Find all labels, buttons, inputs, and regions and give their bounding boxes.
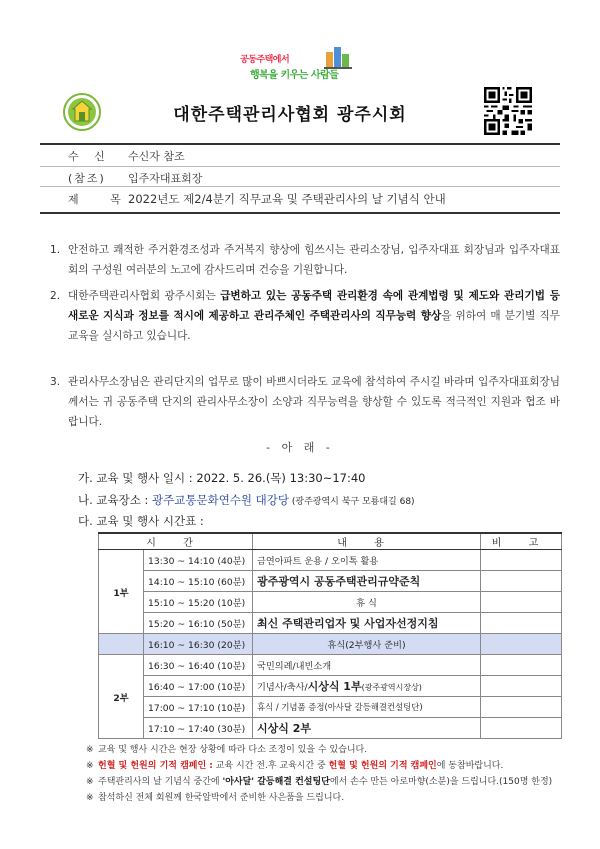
association-logo-icon <box>62 92 102 132</box>
paragraph-2-text-c: 을 위하여 매 분기별 직무교육을 실시하고 있습니다. <box>68 310 560 342</box>
row-time: 15:20 ~ 16:10 (50분) <box>144 613 253 634</box>
section-separator: - 아 래 - <box>266 441 334 454</box>
note-3-a: 주택관리사의 날 기념식 중간에 <box>98 777 223 787</box>
note-2-mid: 교육 시간 전.후 교육시간 중 <box>212 761 329 771</box>
row-note <box>481 634 562 655</box>
row-time: 17:00 ~ 17:10 (10분) <box>144 697 253 718</box>
notes-section <box>86 744 566 808</box>
part-2-label: 2부 <box>99 655 144 739</box>
paragraph-2 <box>50 286 560 346</box>
table-header-row <box>99 533 562 550</box>
row-content: 금연아파트 운용 / 오이톡 활용 <box>253 550 481 571</box>
item-c: 다. 교육 및 행사 시간표 : <box>78 514 204 528</box>
divider-2 <box>40 186 560 187</box>
item-b-place: 광주교통문화연수원 대강당 <box>152 493 290 507</box>
slogan-emblem <box>240 44 365 82</box>
row-note <box>481 613 562 634</box>
slogan-line2: 행복을 키우는 사람들 <box>250 70 339 81</box>
slogan-line1: 공동주택에서 <box>240 55 290 65</box>
row-content: 국민의례/내빈소개 <box>253 655 481 676</box>
recipient-row <box>40 148 560 166</box>
table-row <box>99 655 562 676</box>
row-note <box>481 676 562 697</box>
table-row-highlight <box>99 634 562 655</box>
table-row <box>99 550 562 571</box>
note-1-text: 교육 및 행사 시간은 현장 상황에 따라 다소 조정이 있을 수 있습니다. <box>98 745 368 755</box>
row-note <box>481 655 562 676</box>
row-note <box>481 718 562 739</box>
subject-label: 제 목 <box>68 193 135 206</box>
paragraph-1-number: 1. <box>50 244 61 256</box>
table-row <box>99 676 562 697</box>
row-time: 15:10 ~ 15:20 (10분) <box>144 592 253 613</box>
table-row <box>99 697 562 718</box>
table-row <box>99 718 562 739</box>
table-row <box>99 613 562 634</box>
reference-label: (참조) <box>68 172 106 185</box>
paragraph-3-text: 관리사무소장님은 관리단지의 업무로 많이 바쁘시더라도 교육에 참석하여 주시길 바라며 입주자대표회장님께서는 귀 공동주택 단지의 관리사무소장이 소양과 직무능력을 향상할 수 있도록 적극적인 지원과 협조 바랍니다. <box>68 376 560 428</box>
note-2-end: 에 동참바랍니다. <box>436 761 504 771</box>
row-content: 시상식 2부 <box>253 718 481 739</box>
item-b-address: (광주광역시 북구 모룡대길 68) <box>289 497 415 507</box>
row-content: 휴 식 <box>253 592 481 613</box>
row-time: 17:10 ~ 17:40 (30분) <box>144 718 253 739</box>
row-content: 휴식(2부행사 준비) <box>253 634 481 655</box>
paragraph-2-text-a: 대한주택관리사협회 광주시회는 <box>68 290 221 302</box>
item-b <box>78 492 415 508</box>
row-content <box>253 676 481 697</box>
note-mark: ※ <box>86 793 94 803</box>
row-time: 16:30 ~ 16:40 (10분) <box>144 655 253 676</box>
divider-1 <box>40 166 560 167</box>
item-b-label: 나. 교육장소 : <box>78 493 153 507</box>
row-content-a: 기념사/축사/ <box>257 682 308 693</box>
note-2-red2: 헌혈 및 헌원의 기적 캠페인 <box>328 761 437 771</box>
recipient-value: 수신자 참조 <box>128 150 185 163</box>
note-mark: ※ <box>86 777 94 787</box>
header-divider-top <box>40 143 560 145</box>
recipient-label: 수 신 <box>68 150 111 163</box>
reference-value: 입주자대표회장 <box>128 172 203 185</box>
paragraph-2-text-bold: 급변하고 있는 공동주택 관리환경 속에 관계법령 및 제도와 관리기법 등 새로운 지식과 정보를 적시에 제공하고 관리주체인 주택관리사의 직무능력 향상 <box>68 290 560 322</box>
table-row <box>99 592 562 613</box>
paragraph-1 <box>50 240 560 280</box>
header-time: 시 간 <box>99 533 253 550</box>
row-note <box>481 697 562 718</box>
note-mark: ※ <box>86 745 94 755</box>
subject-value: 2022년도 제2/4분기 직무교육 및 주택관리사의 날 기념식 안내 <box>128 192 446 206</box>
paragraph-1-text: 안전하고 쾌적한 주거환경조성과 주거복지 향상에 힘쓰시는 관리소장님, 입주자대표 회장님과 입주자대표회의 구성원 여러분의 노고에 감사드리며 건승을 기원합니다. <box>68 244 560 276</box>
subject-row <box>40 191 560 209</box>
row-content: 휴식 / 기념품 증정(아사달 갈등해결컨설팅단) <box>253 697 481 718</box>
part-1-label: 1부 <box>99 550 144 634</box>
header-note: 비 고 <box>481 533 562 550</box>
note-4 <box>86 792 566 805</box>
paragraph-3-number: 3. <box>50 376 61 388</box>
item-a: 가. 교육 및 행사 일시 : 2022. 5. 26.(목) 13:30~17:40 <box>78 471 366 485</box>
note-1 <box>86 744 566 757</box>
row-content-c: (광주광역시장상) <box>361 683 422 692</box>
note-2 <box>86 760 566 773</box>
row-note <box>481 592 562 613</box>
note-4-text: 참석하신 전체 회원께 한국알박에서 준비한 사은품을 드립니다. <box>98 793 345 803</box>
note-3-c: 에서 손수 만든 아로마향(소분)을 드립니다.(150명 한정) <box>329 777 553 787</box>
organization-name: 대한주택관리사협회 광주시회 <box>173 105 407 125</box>
schedule-table <box>98 532 562 739</box>
note-3-b: '아사달' 갈등해결 컨설팅단 <box>222 777 330 787</box>
paragraph-2-number: 2. <box>50 290 61 302</box>
note-2-red: 헌혈 및 헌원의 기적 캠페인 : <box>98 761 213 771</box>
row-content-b: 시상식 1부 <box>307 680 362 693</box>
row-time: 16:10 ~ 16:30 (20분) <box>144 634 253 655</box>
row-content: 최신 주택관리업자 및 사업자선정지침 <box>253 613 481 634</box>
row-time: 16:40 ~ 17:00 (10분) <box>144 676 253 697</box>
row-time: 14:10 ~ 15:10 (60분) <box>144 571 253 592</box>
row-note <box>481 550 562 571</box>
note-mark: ※ <box>86 761 94 771</box>
part-blank <box>99 634 144 655</box>
note-3 <box>86 776 566 789</box>
header-content: 내 용 <box>253 533 481 550</box>
building-icon <box>324 44 354 70</box>
row-time: 13:30 ~ 14:10 (40분) <box>144 550 253 571</box>
qr-code-icon <box>484 87 532 135</box>
row-note <box>481 571 562 592</box>
table-row <box>99 571 562 592</box>
header-divider-bottom <box>40 212 560 214</box>
row-content: 광주광역시 공동주택관리규약준칙 <box>253 571 481 592</box>
paragraph-3 <box>50 372 560 432</box>
